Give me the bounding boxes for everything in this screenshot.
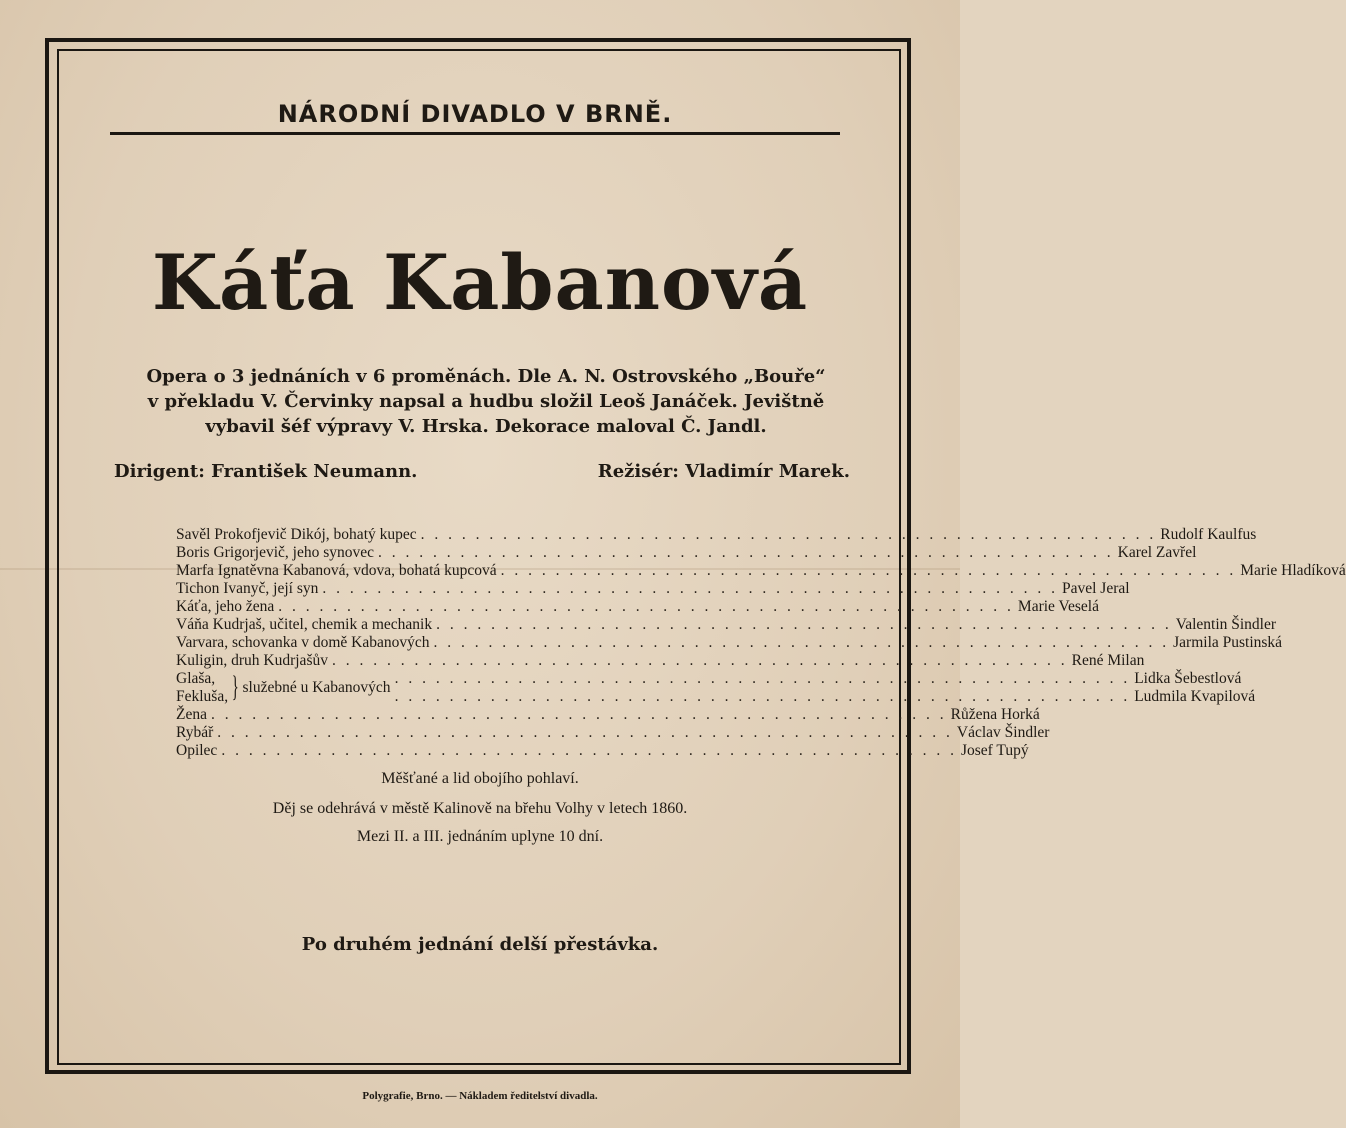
cast-group-servants [176,670,1256,706]
description-line: Opera o 3 jednáních v 6 proměnách. Dle A. N. Ostrovského „Bouře“ [146,366,826,387]
cast-actor: Valentin Šindler [1175,616,1277,633]
leader-dots [434,634,1170,652]
cast-actor: Jarmila Pustinská [1173,634,1283,651]
printer-footer: Polygrafie, Brno. — Nákladem ředitelství divadla. [362,1090,598,1102]
description-line: vybavil šéf výpravy V. Hrska. Dekorace maloval Č. Jandl. [205,416,767,437]
cast-row [176,724,1050,742]
cast-actor: Václav Šindler [956,724,1050,741]
cast-group-roles [176,670,228,706]
cast-role: Savěl Prokofjevič Dikój, bohatý kupec [176,526,417,543]
cast-row [176,526,1257,544]
cast-actor: René Milan [1071,652,1145,669]
cast-actor: Rudolf Kaulfus [1160,526,1257,543]
cast-role: Opilec [176,742,218,759]
cast-role: Varvara, schovanka v domě Kabanových [176,634,430,651]
cast-row [176,598,1099,616]
cast-group-dots [391,670,1135,706]
cast-role: Marfa Ignatěvna Kabanová, vdova, bohatá kupcová [176,562,497,579]
cast-list [176,526,1346,760]
cast-role: Žena [176,706,207,723]
leader-dots [501,562,1237,580]
leader-dots [278,598,1014,616]
opera-description [106,364,866,439]
cast-role: Boris Grigorjevič, jeho synovec [176,544,375,561]
leader-dots [436,616,1172,634]
director-credit: Režisér: Vladimír Marek. [597,461,850,482]
description-line: v překladu V. Červinky napsal a hudbu složil Leoš Janáček. Jevištně [147,391,825,412]
cast-actor: Josef Tupý [960,742,1029,759]
setting-note: Děj se odehrává v městě Kalinově na břehu Volhy v letech 1860. [272,800,688,817]
cast-group-description: služebné u Kabanových [242,679,391,696]
leader-dots [332,652,1068,670]
intermission-notice: Po druhém jednání delší přestávka. [301,934,659,955]
cast-row [176,742,1029,760]
cast-row [176,562,1346,580]
header-rule [110,132,840,135]
leader-dots [322,580,1058,598]
cast-role: Káťa, jeho žena [176,598,275,615]
cast-role: Fekluša, [176,688,229,705]
brace-glyph: } [231,670,239,703]
cast-actor: Marie Hladíková [1240,562,1346,579]
cast-role: Tichon Ivanyč, její syn [176,580,319,597]
cast-actor: Růžena Horká [950,706,1040,723]
leader-dots [221,742,957,760]
cast-row [176,616,1277,634]
leader-dots [378,544,1114,562]
cast-row [176,580,1130,598]
leader-dots [217,724,953,742]
cast-row [176,652,1145,670]
cast-row [176,544,1197,562]
cast-actor: Lidka Šebestlová [1134,670,1242,687]
leader-dots [211,706,947,724]
leader-dots [395,688,1131,706]
cast-group-actors [1134,670,1255,706]
cast-role: Váňa Kudrjaš, učitel, chemik a mechanik [176,616,433,633]
cast-row [176,634,1283,652]
interval-note: Mezi II. a III. jednáním uplyne 10 dní. [356,828,604,845]
leader-dots [421,526,1157,544]
cast-actor: Karel Zavřel [1117,544,1197,561]
chorus-note: Měšťané a lid obojího pohlaví. [381,770,579,787]
cast-row [176,706,1040,724]
conductor-credit: Dirigent: František Neumann. [114,461,418,482]
leader-dots [395,670,1131,688]
opera-title: Káťa Kabanová [151,238,809,327]
theatre-name: NÁRODNÍ DIVADLO V BRNĚ. [277,100,673,128]
cast-actor: Pavel Jeral [1062,580,1130,597]
cast-actor: Ludmila Kvapilová [1134,688,1256,705]
cast-actor: Marie Veselá [1017,598,1099,615]
cast-role: Glaša, [176,670,216,687]
cast-role: Rybář [176,724,214,741]
cast-role: Kuligin, druh Kudrjašův [176,652,328,669]
